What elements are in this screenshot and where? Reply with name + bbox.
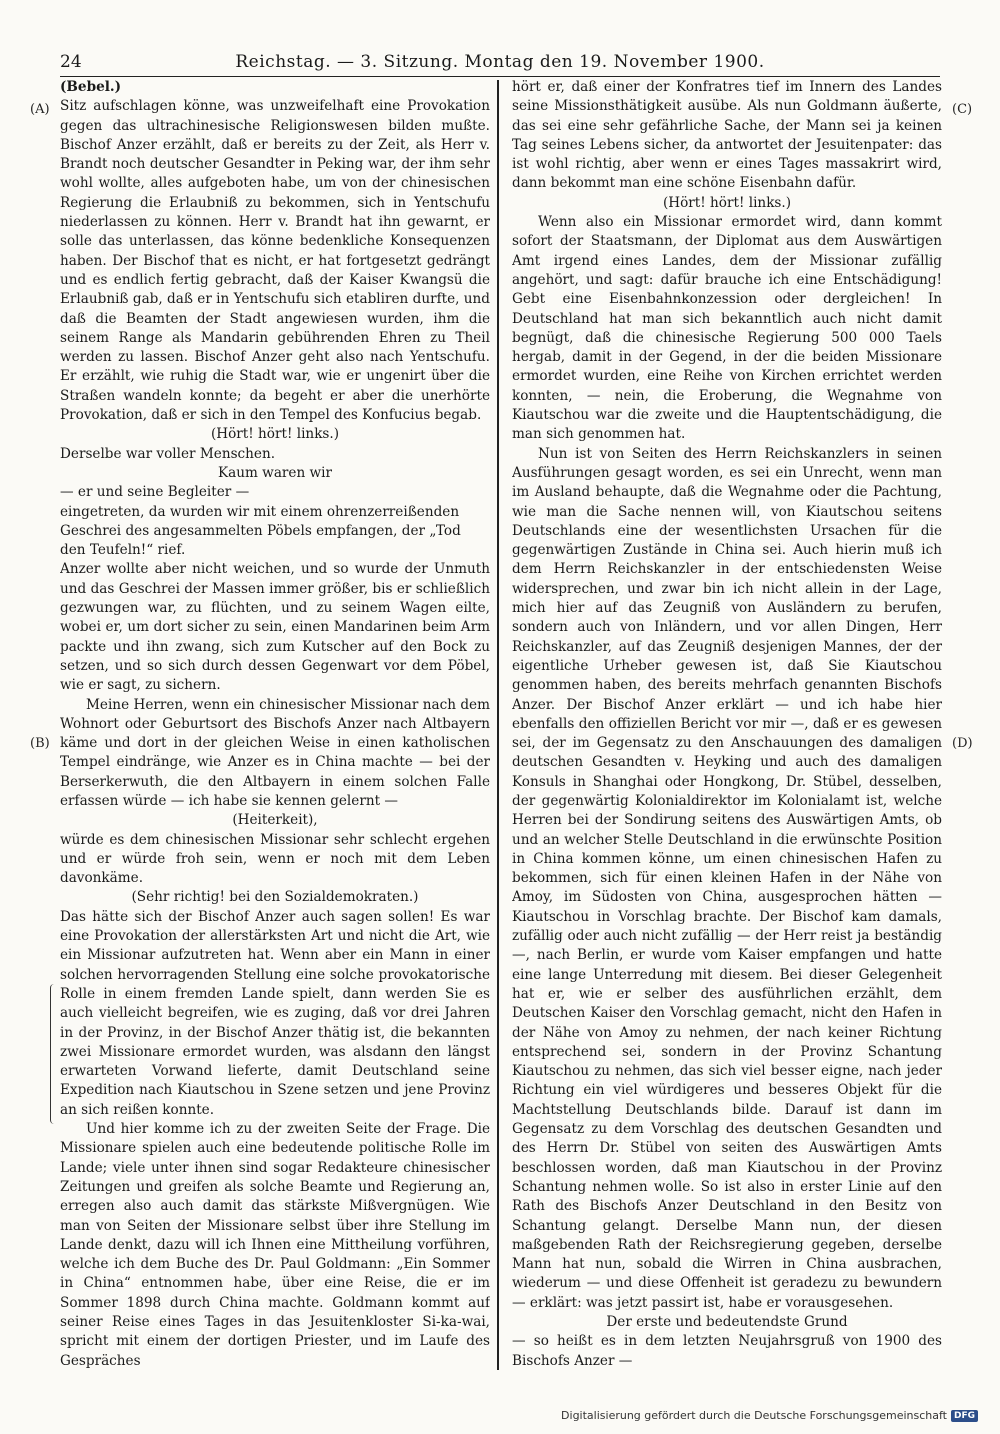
- speaker-name: (Bebel.): [60, 79, 122, 95]
- interjection: (Hört! hört! links.): [662, 194, 792, 211]
- margin-mark-c: (C): [952, 102, 973, 117]
- paragraph: würde es dem chinesischen Missionar sehr schlecht ergehen und er würde froh sein, wenn er noch mit dem Leben davonkäme.: [60, 831, 490, 887]
- paragraph: Wenn also ein Missionar ermordet wird, dann kommt sofort der Staatsmann, der Diplomat aus dem Auswärtigen Amt irgend eines Landes, dem der Missionar zufällig angehört, und sagt: dafür brauche ich eine Entschädigung! Gebt eine Eisenbahnkonzession oder dergleichen! In Deutschland hat man sich bekanntlich auch nicht damit begnügt, daß die chinesische Regierung 500 000 Taels hergab, damit in der Gegend, in der die beiden Missionare ermordet wurden, eine Reihe von Kirchen errichtet werden konnten, — nein, die Eroberung, die Wegnahme von Kiautschou war die zweite und die Hauptentschädigung, die man sich genommen hat.: [512, 214, 942, 443]
- left-column: [60, 78, 490, 1378]
- paragraph: Anzer wollte aber nicht weichen, und so wurde der Unmuth und das Geschrei der Massen immer größer, bis er schließlich gezwungen war, zu flüchten, und zu seinem Wagen eilte, wobei er, um dort sicher zu sein, einen Mandarinen beim Arm packte und ihn zwang, sich zum Kutscher auf den Bock zu setzen, und so sich durch dessen Gegenwart vor dem Pöbel, wie er sagt, zu sichern.: [60, 561, 490, 694]
- interjection: (Sehr richtig! bei den Sozialdemokraten.): [131, 889, 419, 906]
- interjection: (Heiterkeit),: [232, 812, 318, 829]
- footer: [561, 1409, 978, 1422]
- paragraph: Meine Herren, wenn ein chinesischer Missionar nach dem Wohnort oder Geburtsort des Bischofs Anzer nach Altbayern käme und dort in der gleichen Weise in einen katholischen Tempel eindränge, wie Anzer es in China machte — bei der Berserkerwuth, die den Altbayern in einem solchen Falle erfassen würde — ich habe sie kennen gelernt —: [60, 696, 490, 809]
- dfg-logo: DFG: [951, 1410, 978, 1422]
- page-number: 24: [60, 52, 82, 72]
- margin-bracket: [50, 984, 55, 1124]
- margin-mark-d: (D): [952, 736, 973, 751]
- paragraph: — so heißt es in dem letzten Neujahrsgruß von 1900 des Bischofs Anzer —: [512, 1333, 942, 1369]
- margin-mark-b: (B): [30, 736, 50, 751]
- margin-mark-a: (A): [30, 102, 50, 117]
- quote-line: Der erste und bedeutendste Grund: [606, 1314, 848, 1330]
- paragraph: Das hätte sich der Bischof Anzer auch sagen sollen! Es war eine Provokation der allerstärksten Art und nicht die Art, wie ein Missionar aufzutreten hat. Wenn aber ein Mann in einer solchen hervorragenden Stellung eine solche provokatorische Rolle in einem fremden Lande spielt, dann werden Sie es auch vielleicht begreifen, wie es zuging, daß vor drei Jahren in der Provinz, in der Bischof Anzer thätig ist, die bekannten zwei Missionare ermordet wurden, was alsdann den längst erwarteten Vorwand lieferte, damit Deutschland seine Expedition nach Kiautschou in Szene setzen und jene Provinz an sich reißen konnte.: [60, 908, 490, 1118]
- right-column: [512, 78, 942, 1378]
- running-title: Reichstag. — 3. Sitzung. Montag den 19. November 1900.: [235, 52, 765, 72]
- paragraph: Sitz aufschlagen könne, was unzweifelhaft eine Provokation gegen das ultrachinesische Religionswesen bilden mußte. Bischof Anzer erzählt, daß er bereits zu der Zeit, als Herr v. Brandt noch deutscher Gesandter in Peking war, der ihm sehr wohl wollte, alles aufgeboten habe, um von der chinesischen Regierung die Erlaubniß zu bekommen, sich in Yentschufu niederlassen zu können. Herr v. Brandt hat ihn gewarnt, er solle das unterlassen, das könne bedenkliche Konsequenzen haben. Der Bischof that es nicht, er hat fortgesetzt gedrängt und es endlich fertig gebracht, daß der Kaiser Kwangsü die Erlaubniß gab, daß er in Yentschufu sich etabliren durfte, und daß die Beamten der Stadt angewiesen wurden, ihm die seinem Range als Mandarin gebührenden Ehren zu Theil werden zu lassen. Bischof Anzer geht also nach Yentschufu. Er erzählt, wie ruhig die Stadt war, wie er ungenirt über die Straßen wandeln konnte; da begeht er aber die unerhörte Provokation, daß er sich in den Tempel des Konfucius begab.: [60, 98, 490, 424]
- footer-text: Digitalisierung gefördert durch die Deutsche Forschungsgemeinschaft: [561, 1409, 947, 1422]
- paragraph: hört er, daß einer der Konfratres tief im Innern des Landes seine Missionsthätigkeit ausübe. Als nun Goldmann äußerte, das sei eine sehr gefährliche Sache, der Mann sei ja keinen Tag seines Lebens sicher, da antwortet der Jesuitenpater: das ist wohl richtig, aber wenn er eines Tages massakrirt wird, dann bekommt man eine schöne Eisenbahn dafür.: [512, 79, 942, 192]
- page-header: [60, 50, 940, 77]
- paragraph: Nun ist von Seiten des Herrn Reichskanzlers in seinen Ausführungen gesagt worden, es sei ein Unrecht, wenn man im Ausland behaupte, daß die Wegnahme oder die Pachtung, wie man die Sache nennen will, von Kiautschou seitens Deutschlands eine der wesentlichsten Ursachen für die gegenwärtigen Zustände in China sei. Auch hierin muß ich dem Herrn Reichskanzler in der entschiedensten Weise widersprechen, und zwar bin ich nicht allein in der Lage, mich hier auf das Zeugniß von Ausländern zu berufen, sondern auch von Inländern, und vor allen Dingen, Herr Reichskanzler, auf das Zeugniß desjenigen Mannes, der der eigentliche Urheber gewesen ist, daß Sie Kiautschou genommen haben, des bereits mehrfach genannten Bischofs Anzer. Der Bischof Anzer erklärt — und ich habe hier ebenfalls den offiziellen Bericht vor mir —, daß er es gewesen sei, der im Gegensatz zu den Anschauungen des damaligen deutschen Gesandten v. Heyking und auch des damaligen Konsuls in Shanghai oder Hongkong, Dr. Stübel, desselben, der gegenwärtig Kolonialdirektor im Kolonialamt ist, welche Herren bei der Sondirung seitens des Auswärtigen Amts, ob und an welcher Stelle Deutschland in die erwünschte Position in China kommen könne, um einen chinesischen Hafen zu bekommen, sich für einen kleinen Hafen in der Nähe von Amoy, im Südosten von China, ausgesprochen hätten — Kiautschou in Vorschlag brachte. Der Bischof kam damals, zufällig oder auch nicht zufällig — der Herr reist ja beständig —, nach Berlin, er wurde vom Kaiser empfangen und hatte eine lange Unterredung mit diesem. Bei dieser Gelegenheit hat er, wie er selber des ausführlichen erzählt, dem Deutschen Kaiser den Vorschlag gemacht, nicht den Hafen in der Nähe von Amoy zu nehmen, der nach keiner Richtung entsprechend sei, sondern in der Provinz Schantung Kiautschou zu nehmen, das sich viel besser eigne, nach jeder Richtung ein viel würdigeres und besseres Objekt für die Machtstellung Deutschlands bilde. Darauf ist dann im Gegensatz zu dem Vorschlag des deutschen Gesandten und des Herrn Dr. Stübel von seiten des Auswärtigen Amts beschlossen worden, daß man Kiautschou in der Provinz Schantung nehmen wolle. So ist also in erster Linie auf den Rath des Bischofs Anzer Deutschland in den Besitz von Schantung gelangt. Derselbe Mann nun, der diesen maßgebenden Rath der Reichsregierung gegeben, derselbe Mann hat nun, sobald die Wirren in China ausbrachen, wiederum — und diese Offenheit ist geradezu zu bewundern — erklärt: was jetzt passirt ist, habe er vorausgesehen.: [512, 445, 942, 1311]
- paragraph: Derselbe war voller Menschen.: [60, 445, 276, 462]
- quote-line: Kaum waren wir: [217, 464, 333, 481]
- paragraph: Und hier komme ich zu der zweiten Seite der Frage. Die Missionare spielen auch eine bedeutende politische Rolle im Lande; viele unter ihnen sind sogar Redakteure chinesischer Zeitungen und greifen als solche Beamte und Regierung an, erregen also auch damit das stärkste Mißvergnügen. Wie man von Seiten der Missionare selbst über ihre Stellung im Lande denkt, dazu will ich Ihnen eine Mittheilung vorführen, welche ich dem Buche des Dr. Paul Goldmann: „Ein Sommer in China“ entnommen habe, über eine Reise, die er im Sommer 1898 durch China machte. Goldmann kommt auf seiner Reise eines Tages in das Jesuitenkloster Si-ka-wai, spricht mit einem der dortigen Priester, und im Laufe des Gespräches: [60, 1121, 490, 1369]
- interjection: (Hört! hört! links.): [210, 426, 340, 443]
- quote-block: eingetreten, da wurden wir mit einem ohrenzerreißenden Geschrei des angesammelten Pöbels empfangen, der „Tod den Teufeln!“ rief.: [60, 503, 461, 559]
- paragraph: — er und seine Begleiter —: [60, 484, 250, 501]
- column-divider: [497, 80, 499, 1370]
